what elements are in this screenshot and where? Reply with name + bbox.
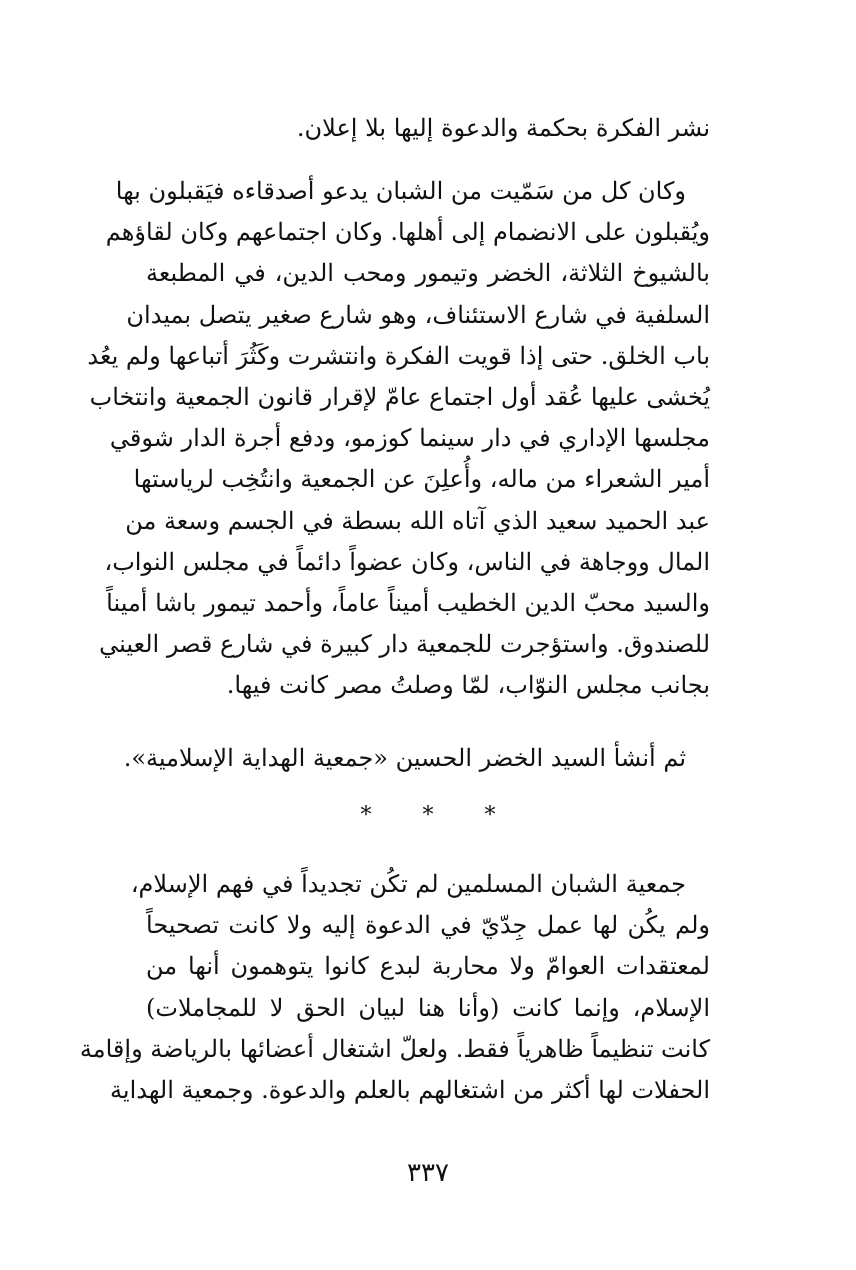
text-line: نشر الفكرة بحكمة والدعوة إليها بلا إعلان. <box>296 114 710 142</box>
text-line: ثم أنشأ السيد الخضر الحسين «جمعية الهداية الإسلامية». <box>123 744 686 772</box>
text-line: الإسلام، وإنما كانت (وأنا هنا لبيان الحق لا للمجاملات) <box>146 993 710 1022</box>
text-line: ويُقبلون على الانضمام إلى أهلها. وكان اجتماعهم وكان لقاؤهم <box>105 218 710 247</box>
paragraph-hidaya-society <box>123 738 710 779</box>
section-separator: * * * <box>360 803 518 828</box>
text-line: عبد الحميد سعيد الذي آتاه الله بسطة في الجسم وسعة من <box>125 506 710 535</box>
text-line: مجلسها الإداري في دار سينما كوزمو، ودفع أجرة الدار شوقي <box>109 424 710 453</box>
text-line: الحفلات لها أكثر من اشتغالهم بالعلم والدعوة. وجمعية الهداية <box>110 1075 710 1104</box>
text-line: وكان كل من سَمّيت من الشبان يدعو أصدقاءه فيَقبلون بها <box>115 177 686 205</box>
text-line: لمعتقدات العوامّ ولا محاربة لبدع كانوا يتوهمون أنها من <box>146 952 710 981</box>
text-line: المال ووجاهة في الناس، وكان عضواً دائماً في مجلس النواب، <box>104 547 710 576</box>
text-line: بالشيوخ الثلاثة، الخضر وتيمور ومحب الدين، في المطبعة <box>146 259 710 288</box>
text-line: للصندوق. واستؤجرت للجمعية دار كبيرة في شارع قصر العيني <box>99 630 710 659</box>
paragraph-society-founding <box>87 171 710 706</box>
text-line: جمعية الشبان المسلمين لم تكُن تجديداً في فهم الإسلام، <box>130 870 686 898</box>
text-line: السلفية في شارع الاستئناف، وهو شارع صغير يتصل بميدان <box>126 300 710 329</box>
paragraph-continuation <box>146 108 710 149</box>
text-line: باب الخلق. حتى إذا قويت الفكرة وانتشرت وكَثُرَ أتباعها ولم يعُد <box>87 341 710 370</box>
text-line: أمير الشعراء من ماله، وأُعلِنَ عن الجمعية وانتُخِب لرياستها <box>133 465 710 494</box>
text-line: كانت تنظيماً ظاهرياً فقط. ولعلّ اشتغال أعضائها بالرياضة وإقامة <box>79 1034 710 1063</box>
text-line: بجانب مجلس النوّاب، لمّا وصلتُ مصر كانت فيها. <box>226 671 710 700</box>
text-line: والسيد محبّ الدين الخطيب أميناً عاماً، وأحمد تيمور باشا أميناً <box>106 588 710 617</box>
text-line: يُخشى عليها عُقد أول اجتماع عامّ لإقرار قانون الجمعية وانتخاب <box>89 382 710 411</box>
page-number: ٣٣٧ <box>407 1158 449 1188</box>
paragraph-critique <box>79 864 711 1111</box>
text-line: ولم يكُن لها عمل جِدّيّ في الدعوة إليه ولا كانت تصحيحاً <box>146 911 711 940</box>
